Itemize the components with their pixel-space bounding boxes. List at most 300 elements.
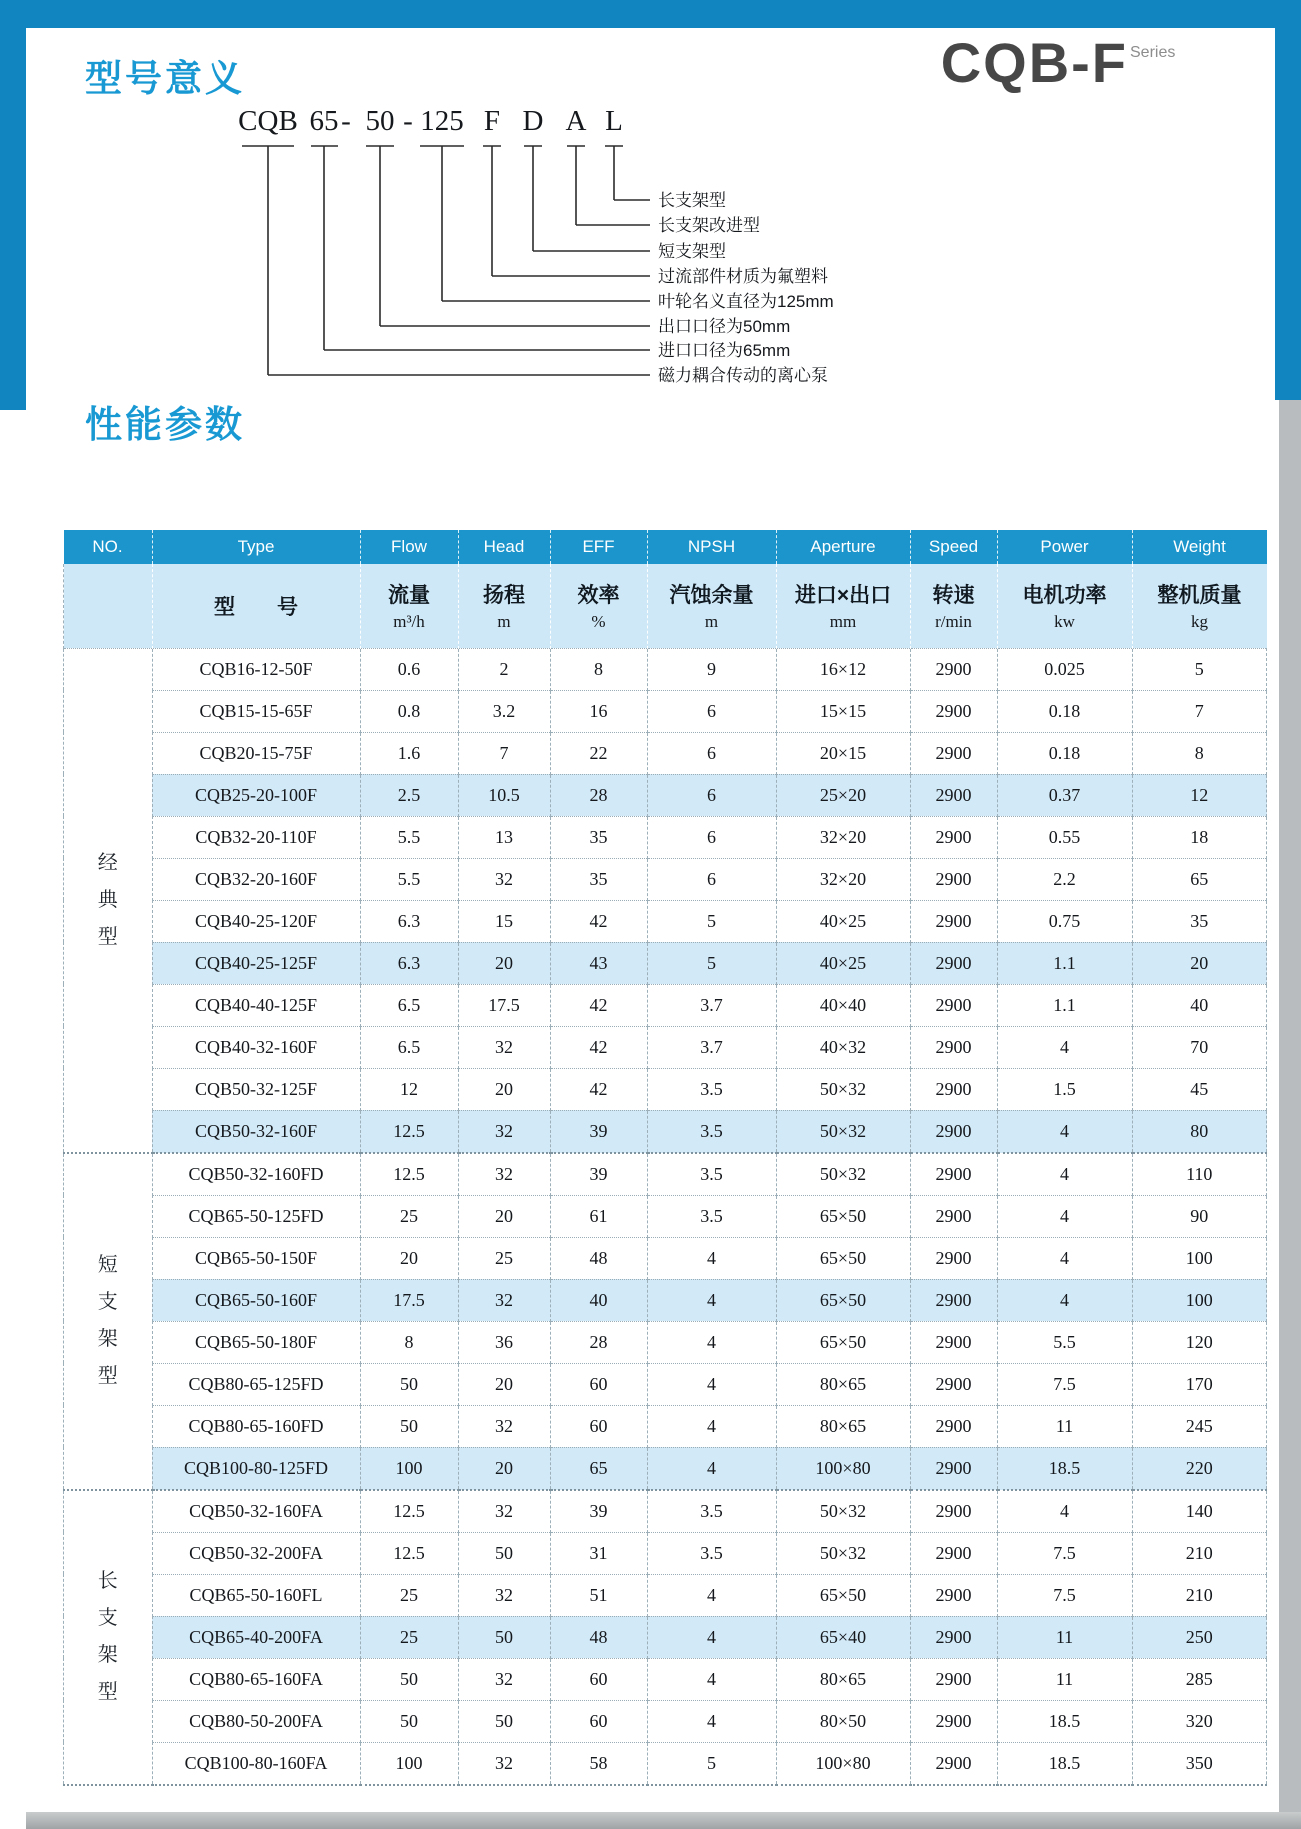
- data-cell: 4: [647, 1616, 776, 1658]
- data-cell: CQB80-65-160FA: [152, 1658, 360, 1700]
- data-cell: 4: [647, 1279, 776, 1321]
- data-cell: 1.6: [360, 732, 458, 774]
- data-cell: 2900: [910, 1616, 997, 1658]
- data-cell: 32×20: [776, 816, 910, 858]
- section-title-performance-params: 性能参数: [85, 404, 245, 445]
- data-cell: 110: [1132, 1153, 1267, 1196]
- data-cell: 42: [550, 984, 647, 1026]
- table-row: [64, 648, 1267, 690]
- data-cell: 25: [458, 1237, 550, 1279]
- data-cell: 1.1: [997, 984, 1132, 1026]
- data-cell: 2900: [910, 1574, 997, 1616]
- data-cell: 0.55: [997, 816, 1132, 858]
- data-cell: 350: [1132, 1742, 1267, 1785]
- table-row: [64, 816, 1267, 858]
- data-cell: 6: [647, 690, 776, 732]
- data-cell: CQB15-15-65F: [152, 690, 360, 732]
- page-shadow-right: [1279, 400, 1301, 1829]
- svg-text:50: 50: [365, 105, 395, 137]
- data-cell: 2900: [910, 1532, 997, 1574]
- data-cell: 32: [458, 1110, 550, 1153]
- header-cell-cn: 扬程 m: [458, 564, 550, 648]
- data-cell: 32: [458, 1279, 550, 1321]
- svg-text:F: F: [483, 105, 501, 137]
- page-shadow-bottom: [26, 1812, 1301, 1829]
- data-cell: 2900: [910, 1490, 997, 1533]
- data-cell: CQB50-32-160FA: [152, 1490, 360, 1533]
- data-cell: 2900: [910, 1742, 997, 1785]
- data-cell: 50×32: [776, 1068, 910, 1110]
- data-cell: 100: [1132, 1279, 1267, 1321]
- data-cell: 65×50: [776, 1237, 910, 1279]
- data-cell: 2900: [910, 1237, 997, 1279]
- data-cell: 50×32: [776, 1153, 910, 1196]
- header-cell-cn: 型 号: [152, 564, 360, 648]
- data-cell: 36: [458, 1321, 550, 1363]
- data-cell: 4: [997, 1153, 1132, 1196]
- header-cell-en: Head: [458, 530, 550, 564]
- data-cell: 50: [360, 1700, 458, 1742]
- row-group-label: 长 支 架 型: [64, 1490, 153, 1785]
- data-cell: 20: [458, 1195, 550, 1237]
- data-cell: 4: [997, 1026, 1132, 1068]
- data-cell: 22: [550, 732, 647, 774]
- data-cell: 11: [997, 1616, 1132, 1658]
- data-cell: 2900: [910, 1658, 997, 1700]
- data-cell: 32: [458, 1026, 550, 1068]
- data-cell: 4: [647, 1321, 776, 1363]
- data-cell: 16×12: [776, 648, 910, 690]
- data-cell: 7.5: [997, 1574, 1132, 1616]
- data-cell: 35: [550, 816, 647, 858]
- data-cell: CQB32-20-160F: [152, 858, 360, 900]
- data-cell: 1.5: [997, 1068, 1132, 1110]
- data-cell: 65×40: [776, 1616, 910, 1658]
- data-cell: 50×32: [776, 1490, 910, 1533]
- brand-logo: CQB-F: [940, 31, 1128, 94]
- svg-text:-: -: [341, 105, 351, 137]
- table-row: [64, 690, 1267, 732]
- data-cell: 40×25: [776, 900, 910, 942]
- svg-text:短支架型: 短支架型: [658, 242, 726, 261]
- data-cell: 100: [360, 1742, 458, 1785]
- svg-text:长支架型: 长支架型: [658, 191, 726, 210]
- data-cell: 2900: [910, 1447, 997, 1490]
- header-cell-en: NO.: [92, 537, 123, 556]
- data-cell: 2900: [910, 984, 997, 1026]
- data-cell: 50×32: [776, 1532, 910, 1574]
- header-cell-cn: 进口×出口 mm: [776, 564, 910, 648]
- header-cell-cn: 整机质量 kg: [1132, 564, 1267, 648]
- data-cell: CQB65-50-180F: [152, 1321, 360, 1363]
- data-cell: 2900: [910, 1026, 997, 1068]
- header-cell-en: Weight: [1132, 530, 1267, 564]
- data-cell: 4: [997, 1279, 1132, 1321]
- data-cell: CQB65-50-160F: [152, 1279, 360, 1321]
- data-cell: 18.5: [997, 1447, 1132, 1490]
- data-cell: CQB40-32-160F: [152, 1026, 360, 1068]
- page-frame-top: [0, 0, 1301, 28]
- data-cell: 6: [647, 858, 776, 900]
- table-row: [64, 1532, 1267, 1574]
- data-cell: CQB80-50-200FA: [152, 1700, 360, 1742]
- data-cell: 32: [458, 1742, 550, 1785]
- data-cell: 8: [1132, 732, 1267, 774]
- header-cell-cn: 效率 %: [550, 564, 647, 648]
- data-cell: CQB80-65-125FD: [152, 1363, 360, 1405]
- data-cell: 25×20: [776, 774, 910, 816]
- table-row: [64, 732, 1267, 774]
- data-cell: 3.5: [647, 1195, 776, 1237]
- page-frame-left: [0, 0, 26, 410]
- data-cell: CQB65-50-150F: [152, 1237, 360, 1279]
- section-title-model-meaning: 型号意义: [85, 58, 245, 99]
- data-cell: 50: [360, 1658, 458, 1700]
- data-cell: 50×32: [776, 1110, 910, 1153]
- data-cell: 4: [997, 1195, 1132, 1237]
- data-cell: 20: [458, 1447, 550, 1490]
- data-cell: 28: [550, 1321, 647, 1363]
- table-row: [64, 1321, 1267, 1363]
- data-cell: 6.3: [360, 900, 458, 942]
- data-cell: 45: [1132, 1068, 1267, 1110]
- data-cell: 5: [647, 1742, 776, 1785]
- data-cell: 25: [360, 1195, 458, 1237]
- data-cell: 250: [1132, 1616, 1267, 1658]
- data-cell: 80×65: [776, 1405, 910, 1447]
- data-cell: 40: [550, 1279, 647, 1321]
- data-cell: 7: [1132, 690, 1267, 732]
- data-cell: 65×50: [776, 1195, 910, 1237]
- data-cell: 5: [647, 942, 776, 984]
- data-cell: CQB25-20-100F: [152, 774, 360, 816]
- data-cell: 80×65: [776, 1363, 910, 1405]
- data-cell: 3.5: [647, 1532, 776, 1574]
- data-cell: 32×20: [776, 858, 910, 900]
- svg-text:CQB: CQB: [238, 105, 298, 137]
- data-cell: 10.5: [458, 774, 550, 816]
- data-cell: 50: [458, 1616, 550, 1658]
- row-group-label: 短 支 架 型: [64, 1153, 153, 1490]
- svg-text:出口口径为50mm: 出口口径为50mm: [658, 317, 791, 336]
- data-cell: 6.3: [360, 942, 458, 984]
- data-cell: 80: [1132, 1110, 1267, 1153]
- data-cell: 12.5: [360, 1110, 458, 1153]
- data-cell: 3.5: [647, 1110, 776, 1153]
- data-cell: 2.2: [997, 858, 1132, 900]
- data-cell: 1.1: [997, 942, 1132, 984]
- data-cell: 100×80: [776, 1447, 910, 1490]
- data-cell: 70: [1132, 1026, 1267, 1068]
- data-cell: 43: [550, 942, 647, 984]
- data-cell: 4: [647, 1363, 776, 1405]
- table-row: [64, 1279, 1267, 1321]
- table-row: [64, 1153, 1267, 1196]
- table-row: [64, 858, 1267, 900]
- data-cell: 2900: [910, 1110, 997, 1153]
- data-cell: 2.5: [360, 774, 458, 816]
- data-cell: 65: [1132, 858, 1267, 900]
- data-cell: 65×50: [776, 1321, 910, 1363]
- data-cell: CQB40-25-125F: [152, 942, 360, 984]
- data-cell: 2900: [910, 816, 997, 858]
- data-cell: 40×40: [776, 984, 910, 1026]
- data-cell: 20: [1132, 942, 1267, 984]
- brand-series-label: Series: [1130, 44, 1176, 61]
- data-cell: 25: [360, 1574, 458, 1616]
- data-cell: 2900: [910, 900, 997, 942]
- data-cell: CQB65-40-200FA: [152, 1616, 360, 1658]
- table-row: [64, 1237, 1267, 1279]
- data-cell: 6: [647, 774, 776, 816]
- data-cell: 220: [1132, 1447, 1267, 1490]
- table-header-row-en: [64, 530, 1267, 564]
- data-cell: 170: [1132, 1363, 1267, 1405]
- data-cell: 18.5: [997, 1742, 1132, 1785]
- header-cell-cn: 汽蚀余量 m: [647, 564, 776, 648]
- data-cell: 2900: [910, 648, 997, 690]
- data-cell: 5.5: [360, 816, 458, 858]
- data-cell: 6: [647, 816, 776, 858]
- data-cell: 50: [458, 1532, 550, 1574]
- data-cell: 140: [1132, 1490, 1267, 1533]
- data-cell: 60: [550, 1658, 647, 1700]
- table-head: [64, 530, 1267, 648]
- data-cell: 0.025: [997, 648, 1132, 690]
- data-cell: 90: [1132, 1195, 1267, 1237]
- data-cell: 2: [458, 648, 550, 690]
- table-body: [64, 648, 1267, 1785]
- data-cell: 32: [458, 1658, 550, 1700]
- header-cell-en: NPSH: [647, 530, 776, 564]
- data-cell: 32: [458, 1153, 550, 1196]
- data-cell: 0.37: [997, 774, 1132, 816]
- data-cell: CQB40-25-120F: [152, 900, 360, 942]
- data-cell: 8: [360, 1321, 458, 1363]
- data-cell: 6: [647, 732, 776, 774]
- data-cell: 17.5: [458, 984, 550, 1026]
- data-cell: 0.18: [997, 732, 1132, 774]
- data-cell: 285: [1132, 1658, 1267, 1700]
- data-cell: 58: [550, 1742, 647, 1785]
- table-row: [64, 774, 1267, 816]
- table-row: [64, 942, 1267, 984]
- data-cell: 2900: [910, 1195, 997, 1237]
- data-cell: 20: [360, 1237, 458, 1279]
- data-cell: 51: [550, 1574, 647, 1616]
- table-header-row-cn: [64, 564, 1267, 648]
- data-cell: 3.7: [647, 984, 776, 1026]
- data-cell: 50: [458, 1700, 550, 1742]
- data-cell: 0.18: [997, 690, 1132, 732]
- data-cell: CQB50-32-200FA: [152, 1532, 360, 1574]
- data-cell: 12.5: [360, 1532, 458, 1574]
- data-cell: CQB65-50-160FL: [152, 1574, 360, 1616]
- data-cell: CQB40-40-125F: [152, 984, 360, 1026]
- data-cell: 4: [997, 1110, 1132, 1153]
- table-row: [64, 1405, 1267, 1447]
- data-cell: 2900: [910, 1363, 997, 1405]
- data-cell: 17.5: [360, 1279, 458, 1321]
- data-cell: 2900: [910, 1068, 997, 1110]
- header-cell-cn: 电机功率 kw: [997, 564, 1132, 648]
- data-cell: 3.2: [458, 690, 550, 732]
- data-cell: 3.5: [647, 1153, 776, 1196]
- data-cell: 48: [550, 1237, 647, 1279]
- data-cell: 7: [458, 732, 550, 774]
- table-row: [64, 1363, 1267, 1405]
- data-cell: 12.5: [360, 1490, 458, 1533]
- header-cell-cn: 流量 m³/h: [360, 564, 458, 648]
- data-cell: 65×50: [776, 1279, 910, 1321]
- data-cell: CQB50-32-160FD: [152, 1153, 360, 1196]
- header-cell-cn: [64, 564, 153, 648]
- table-row: [64, 1195, 1267, 1237]
- svg-text:过流部件材质为氟塑料: 过流部件材质为氟塑料: [658, 267, 828, 286]
- data-cell: 8: [550, 648, 647, 690]
- data-cell: CQB80-65-160FD: [152, 1405, 360, 1447]
- data-cell: 80×50: [776, 1700, 910, 1742]
- data-cell: 42: [550, 1026, 647, 1068]
- data-cell: CQB20-15-75F: [152, 732, 360, 774]
- table-row: [64, 1574, 1267, 1616]
- data-cell: 60: [550, 1405, 647, 1447]
- data-cell: 5: [1132, 648, 1267, 690]
- data-cell: 7.5: [997, 1532, 1132, 1574]
- data-cell: 42: [550, 1068, 647, 1110]
- data-cell: 12: [360, 1068, 458, 1110]
- data-cell: 60: [550, 1363, 647, 1405]
- data-cell: 39: [550, 1110, 647, 1153]
- svg-text:A: A: [565, 105, 587, 137]
- table-row: [64, 1658, 1267, 1700]
- data-cell: 100: [360, 1447, 458, 1490]
- header-cell-cn: 转速 r/min: [910, 564, 997, 648]
- data-cell: 2900: [910, 774, 997, 816]
- data-cell: 32: [458, 1574, 550, 1616]
- data-cell: CQB32-20-110F: [152, 816, 360, 858]
- table-row: [64, 1742, 1267, 1785]
- table-row: [64, 1490, 1267, 1533]
- data-cell: 4: [647, 1237, 776, 1279]
- table-row: [64, 1068, 1267, 1110]
- data-cell: 25: [360, 1616, 458, 1658]
- data-cell: 50: [360, 1405, 458, 1447]
- data-cell: 2900: [910, 1405, 997, 1447]
- data-cell: 2900: [910, 942, 997, 984]
- data-cell: 48: [550, 1616, 647, 1658]
- data-cell: 35: [1132, 900, 1267, 942]
- data-cell: 2900: [910, 1700, 997, 1742]
- header-cell-en: Flow: [360, 530, 458, 564]
- data-cell: 20×15: [776, 732, 910, 774]
- data-cell: 65: [550, 1447, 647, 1490]
- data-cell: 60: [550, 1700, 647, 1742]
- data-cell: 32: [458, 1490, 550, 1533]
- data-cell: 6.5: [360, 984, 458, 1026]
- data-cell: 4: [647, 1447, 776, 1490]
- table-row: [64, 900, 1267, 942]
- data-cell: 4: [647, 1405, 776, 1447]
- data-cell: 5: [647, 900, 776, 942]
- svg-text:-: -: [403, 105, 413, 137]
- data-cell: 20: [458, 1363, 550, 1405]
- data-cell: 245: [1132, 1405, 1267, 1447]
- data-cell: 42: [550, 900, 647, 942]
- data-cell: 80×65: [776, 1658, 910, 1700]
- data-cell: 39: [550, 1490, 647, 1533]
- header-cell-en: Speed: [910, 530, 997, 564]
- data-cell: 18.5: [997, 1700, 1132, 1742]
- svg-text:磁力耦合传动的离心泵: 磁力耦合传动的离心泵: [658, 366, 828, 385]
- data-cell: 0.75: [997, 900, 1132, 942]
- data-cell: 210: [1132, 1532, 1267, 1574]
- data-cell: 320: [1132, 1700, 1267, 1742]
- data-cell: 50: [360, 1363, 458, 1405]
- data-cell: 3.7: [647, 1026, 776, 1068]
- data-cell: 12: [1132, 774, 1267, 816]
- row-group-label: 经 典 型: [64, 648, 153, 1153]
- data-cell: 120: [1132, 1321, 1267, 1363]
- svg-text:65: 65: [309, 105, 339, 137]
- data-cell: 32: [458, 1405, 550, 1447]
- data-cell: 0.8: [360, 690, 458, 732]
- data-cell: 4: [997, 1490, 1132, 1533]
- svg-text:125: 125: [420, 105, 464, 137]
- data-cell: 65×50: [776, 1574, 910, 1616]
- data-cell: 4: [647, 1574, 776, 1616]
- data-cell: 100×80: [776, 1742, 910, 1785]
- header-cell-en: Aperture: [776, 530, 910, 564]
- data-cell: 20: [458, 1068, 550, 1110]
- data-cell: 40: [1132, 984, 1267, 1026]
- data-cell: 4: [647, 1700, 776, 1742]
- data-cell: 35: [550, 858, 647, 900]
- data-cell: 40×25: [776, 942, 910, 984]
- data-cell: 5.5: [360, 858, 458, 900]
- data-cell: 12.5: [360, 1153, 458, 1196]
- table-row: [64, 1447, 1267, 1490]
- table-row: [64, 1110, 1267, 1153]
- data-cell: 32: [458, 858, 550, 900]
- data-cell: 61: [550, 1195, 647, 1237]
- svg-text:长支架改进型: 长支架改进型: [658, 216, 760, 235]
- header-cell-en: Power: [997, 530, 1132, 564]
- data-cell: CQB50-32-125F: [152, 1068, 360, 1110]
- data-cell: 39: [550, 1153, 647, 1196]
- data-cell: 3.5: [647, 1490, 776, 1533]
- table-row: [64, 1026, 1267, 1068]
- data-cell: 2900: [910, 1321, 997, 1363]
- model-code-tokens: [238, 105, 623, 137]
- data-cell: 4: [647, 1658, 776, 1700]
- page-frame-right: [1275, 0, 1301, 400]
- performance-table: [63, 530, 1267, 1786]
- data-cell: 11: [997, 1658, 1132, 1700]
- data-cell: 2900: [910, 1279, 997, 1321]
- data-cell: 2900: [910, 858, 997, 900]
- model-code-diagram: [180, 100, 940, 400]
- table-row: [64, 1616, 1267, 1658]
- data-cell: 9: [647, 648, 776, 690]
- svg-text:L: L: [605, 105, 623, 137]
- data-cell: 4: [997, 1237, 1132, 1279]
- data-cell: CQB100-80-160FA: [152, 1742, 360, 1785]
- data-cell: 2900: [910, 690, 997, 732]
- data-cell: 16: [550, 690, 647, 732]
- data-cell: CQB100-80-125FD: [152, 1447, 360, 1490]
- data-cell: 40×32: [776, 1026, 910, 1068]
